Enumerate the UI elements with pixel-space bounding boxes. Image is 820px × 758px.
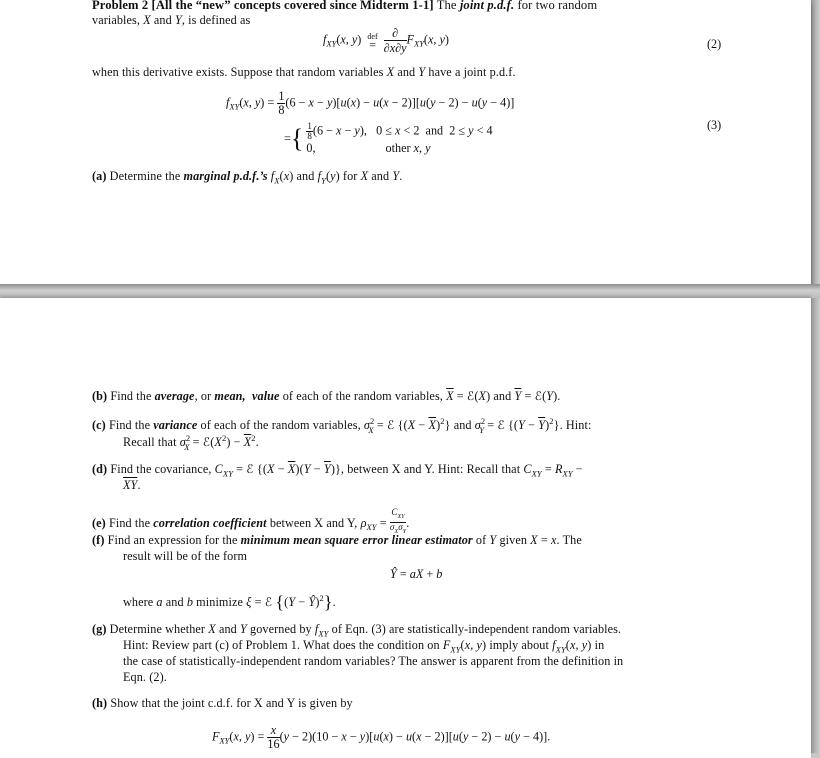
problem-header-line [92, 0, 597, 14]
part-b-or: , or [194, 389, 212, 403]
problem-title: [All the “new” concepts covered since Midterm 1-1] [151, 0, 434, 12]
document-page-2 [0, 298, 811, 758]
problem-label: Problem 2 [92, 0, 149, 12]
equation-number-2: (2) [707, 37, 722, 51]
joint-cdf-equation: $F_{XY}(x$, y) = $\frac{x}{16}$ (y − 2)(10 − x − y)[u(x) − u(x − 2)][u(y − 2) − u(y − 4)]. [212, 723, 551, 751]
after-eq2-text: when this derivative exists. Suppose that random variables X and Y have a joint p.d.f. [92, 65, 516, 79]
part-d-mid: , between X and Y. Hint: Recall that [340, 462, 521, 476]
part-b: (b) Find the average, or mean, value of each of the random variables, $\overline{X}$ = ℰ(X) and $\overline{Y}$ = ℰ(Y). [92, 389, 561, 403]
page-separator [0, 284, 820, 298]
term-marginal-pdf: marginal p.d.f.’s [183, 169, 268, 183]
part-g-line-2: Hint: Review part (c) of Problem 1. What does the condition on $F_{XY}(x$, y) imply about $f_{XY}(x$, y) in [123, 638, 605, 655]
part-g-label: (g) [92, 622, 107, 636]
part-f: (f) Find an expression for the minimum mean square error linear estimator of Y given X = x. The [92, 533, 582, 547]
part-a-and: and [296, 169, 315, 183]
part-g-hint: Hint: Review part (c) of Problem 1. What does the condition on [123, 638, 440, 652]
term-mmse-linear-estimator: minimum mean square error linear estimator [240, 533, 473, 547]
term-value: value [251, 389, 280, 403]
term-correlation-coefficient: correlation coefficient [153, 515, 267, 530]
part-c-text: Find the [108, 418, 151, 433]
part-a-text: Determine the [109, 169, 181, 183]
part-f-label: (f) [92, 533, 105, 547]
part-g-line-4: Eqn. (2). [123, 670, 167, 684]
part-e-label: (e) [92, 515, 106, 530]
part-c-recall: Recall that [123, 435, 177, 450]
part-b-text: Find the [110, 389, 152, 403]
part-g-imply: imply about [489, 638, 549, 652]
part-d-label: (d) [92, 462, 108, 476]
viewer-right-margin [811, 0, 820, 753]
part-b-post: of each of the random variables, [282, 389, 443, 403]
part-c-label: (c) [92, 418, 106, 433]
part-e-post: between X and Y, [269, 515, 358, 530]
term-mean: mean, [214, 389, 246, 403]
part-c: (c) Find the variance of each of the random variables, $\sigma^2_X$ = ℰ $\{(X - \overline{X})^2\}$ and $\sigma^2_Y$ = ℰ $\{(Y - \overline{Y})^2\}$. Hint: [92, 416, 592, 435]
part-h-text: Show that the joint c.d.f. for X and Y is given by [110, 696, 353, 710]
term-variance: variance [153, 418, 198, 433]
part-c-line-2: Recall that $\sigma^2_X$ = $ℰ(X^2) - \overline{X}^2$. [123, 433, 259, 452]
intro-line-2: variables, X and Y, is defined as [92, 13, 251, 27]
part-f-line-2: result will be of the form [123, 549, 248, 563]
estimator-form-equation: Ŷ = aX + b [390, 567, 443, 581]
part-c-hint: Hint: [565, 418, 592, 433]
part-d-line-2: $\overline{XY}$. [123, 478, 141, 492]
part-g: (g) Determine whether X and Y governed by $f_{XY}$ of Eqn. (3) are statistically-independent random variables. [92, 622, 622, 639]
term-average: average [154, 389, 195, 403]
part-e-text: Find the [108, 515, 151, 530]
part-h [92, 696, 353, 712]
part-c-post: of each of the random variables, [200, 418, 361, 433]
part-b-label: (b) [92, 389, 108, 403]
part-d: (d) Find the covariance, $C_{XY}$ = ℰ $\{(X - \overline{X})(Y - \overline{Y})\}$, between X and Y. Hint: Recall that $C_{XY} = R_{XY}$ − [92, 462, 583, 479]
document-page-1 [0, 0, 811, 284]
intro-text: The [436, 0, 457, 12]
part-h-label: (h) [92, 696, 108, 710]
equation-2: $f_{XY}(x$, y) def = $\frac{\partial}{\partial x\partial y}$ $F_{XY}(x$, y) [323, 26, 449, 55]
equation-3-line-1: $f_{XY}(x$, y) = $\frac{1}{8}$ (6 − x − y)[u(x) − u(x − 2)][u(y − 2) − u(y − 4)] [226, 89, 515, 117]
part-f-line-4: where a and b minimize ξ = ℰ {(Y − Ŷ)$^2$}. [123, 592, 336, 613]
equation-3-cases: ={ $\frac{1}{8}$ (6 − x − y), 0 ≤ x < 2 and 2 ≤ y < 4 0, other x, y [284, 121, 493, 155]
term-joint-pdf: joint p.d.f. [459, 0, 515, 12]
part-g-line-3: the case of statistically-independent random variables? The answer is apparent from the definition in [123, 654, 624, 668]
part-d-text: Find the covariance, [110, 462, 212, 476]
part-f-text: Find an expression for the [107, 533, 238, 547]
part-e: (e) Find the correlation coefficient between X and Y, $\rho_{XY}$ = $\frac{C_{XY}}{\sigma_X\sigma_Y}$ . [92, 507, 410, 535]
equation-number-3: (3) [707, 118, 722, 132]
intro-text-end: for two random [517, 0, 598, 12]
part-a-label: (a) [92, 169, 107, 183]
part-a: (a) Determine the marginal p.d.f.’s $f_X(x)$ and $f_Y(y)$ for X and Y. [92, 169, 403, 186]
part-g-in: in [594, 638, 605, 652]
